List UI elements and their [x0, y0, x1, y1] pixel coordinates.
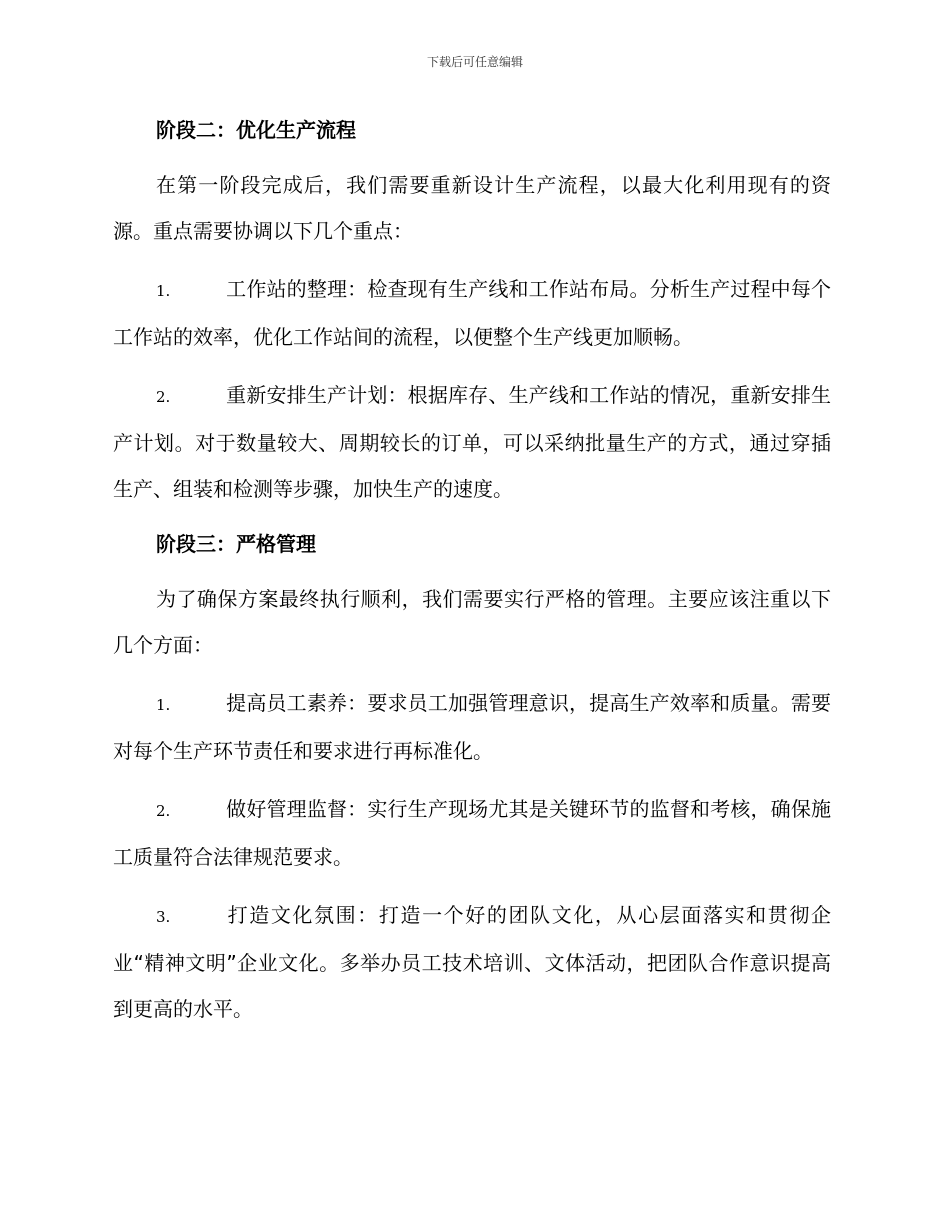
stage3-heading: 阶段三：严格管理: [156, 532, 316, 556]
spacer: [113, 512, 831, 524]
list-item-number: 3.: [156, 908, 171, 926]
stage2-heading: 阶段二：优化生产流程: [156, 118, 356, 142]
spacer: [113, 360, 831, 372]
stage2-list-item: [113, 266, 831, 360]
list-item-number: 1.: [156, 696, 171, 714]
page-header: 下载后可任意编辑: [426, 55, 523, 69]
stage3-list-item: [113, 786, 831, 880]
document-body: [113, 110, 831, 1032]
list-item-number: 2.: [156, 388, 171, 406]
spacer: [113, 564, 831, 576]
stage3-list-item: [113, 892, 831, 1032]
spacer: [113, 150, 831, 162]
spacer: [113, 254, 831, 266]
list-item-text: 打造文化氛围：打造一个好的团队文化，从心层面落实和贯彻企业“精神文明”企业文化。多举办员工技术培训、文体活动，把团队合作意识提高到更高的水平。: [113, 903, 831, 1021]
list-item-number: 2.: [156, 802, 171, 820]
stage2-list-item: [113, 372, 831, 512]
spacer: [113, 880, 831, 892]
stage2-intro: 在第一阶段完成后，我们需要重新设计生产流程，以最大化利用现有的资源。重点需要协调以下几个重点：: [113, 173, 831, 243]
list-item-text: 提高员工素养：要求员工加强管理意识，提高生产效率和质量。需要对每个生产环节责任和要求进行再标准化。: [113, 691, 831, 763]
spacer: [113, 774, 831, 786]
stage3-list-item: [113, 680, 831, 774]
list-item-text: 重新安排生产计划：根据库存、生产线和工作站的情况，重新安排生产计划。对于数量较大、周期较长的订单，可以采纳批量生产的方式，通过穿插生产、组装和检测等步骤，加快生产的速度。: [113, 383, 831, 501]
list-item-number: 1.: [156, 282, 171, 300]
list-item-text: 做好管理监督：实行生产现场尤其是关键环节的监督和考核，确保施工质量符合法律规范要求。: [113, 797, 831, 869]
list-item-text: 工作站的整理：检查现有生产线和工作站布局。分析生产过程中每个工作站的效率，优化工作站间的流程，以便整个生产线更加顺畅。: [113, 277, 831, 349]
spacer: [113, 668, 831, 680]
stage3-intro: 为了确保方案最终执行顺利，我们需要实行严格的管理。主要应该注重以下几个方面：: [113, 587, 831, 657]
